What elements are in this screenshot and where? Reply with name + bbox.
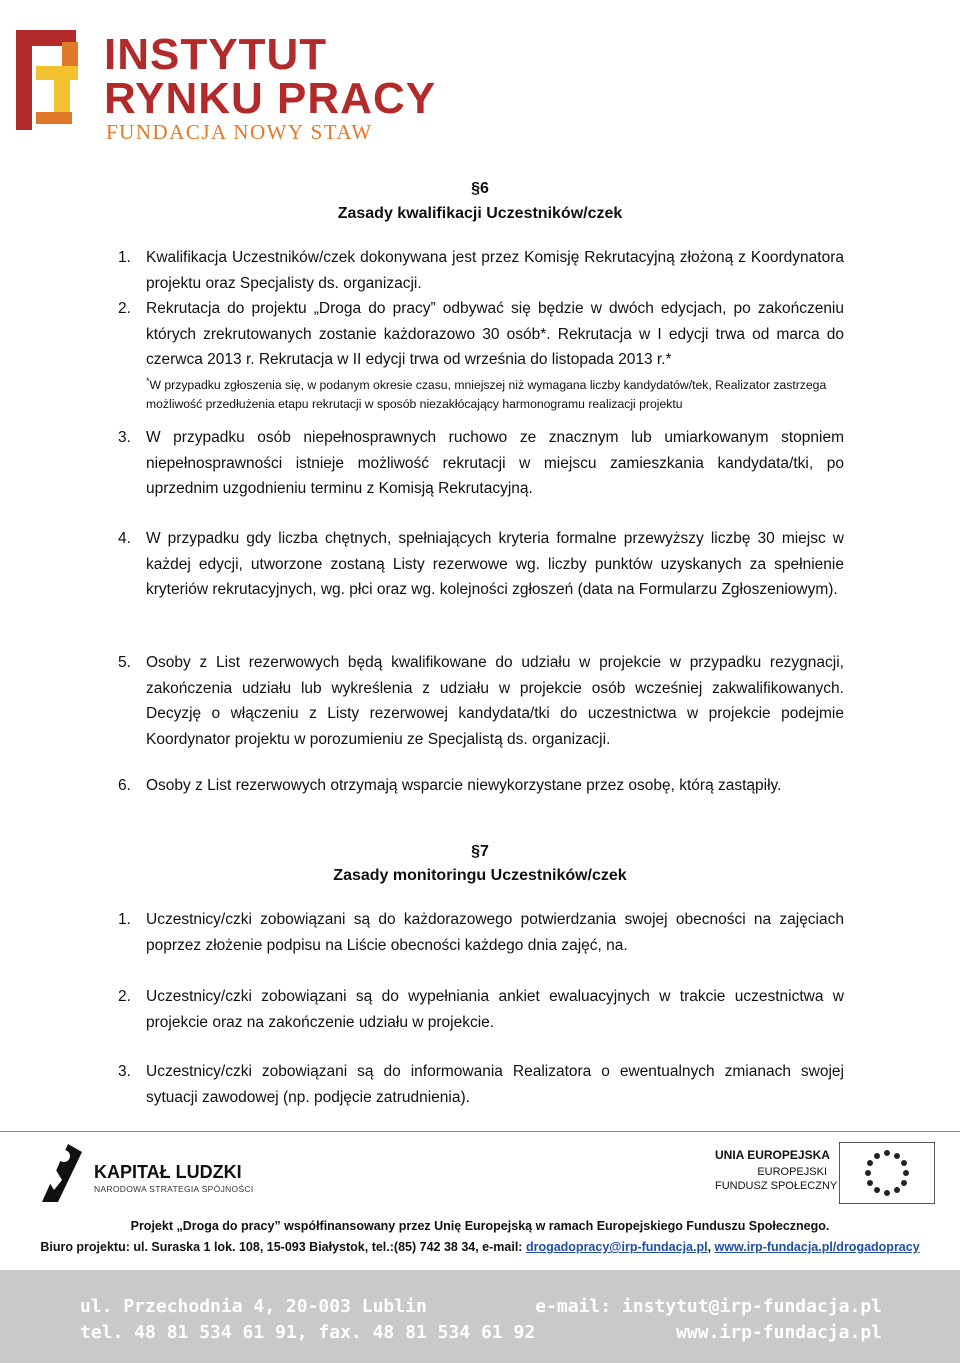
- bar-address: ul. Przechodnia 4, 20-003 Lublin: [80, 1296, 427, 1317]
- item-number: 3.: [118, 1063, 131, 1080]
- logo-mark-icon: [14, 22, 84, 132]
- office-email-link[interactable]: drogadopracy@irp-fundacja.pl: [525, 1240, 708, 1254]
- item-number: 1.: [118, 911, 131, 928]
- section-6-item-6: [118, 773, 844, 799]
- kapital-ludzki-emblem-icon: [38, 1140, 84, 1204]
- item-text: Uczestnicy/czki zobowiązani są do wypełniania ankiet ewaluacyjnych w trakcie uczestnictwa w projekcie oraz na zakończenie udziału w projekcie.: [146, 988, 844, 1031]
- section-7-title: Zasady monitoringu Uczestników/czek: [333, 867, 627, 884]
- item-text: W przypadku osób niepełnosprawnych ruchowo ze znacznym lub umiarkowanym stopniem niepełnosprawności istnieje możliwość rekrutacji w miejscu zamieszkania kandydata/tki, po uprzednim uzgodnieniu terminu z Komisją Rekrutacyjną.: [146, 429, 844, 497]
- item-text: Kwalifikacja Uczestników/czek dokonywana jest przez Komisję Rekrutacyjną złożoną z Koordynatora projektu oraz Specjalisty ds. organizacji.: [146, 249, 844, 292]
- section-6-item-2: [118, 296, 844, 373]
- item-text: Uczestnicy/czki zobowiązani są do informowania Realizatora o ewentualnych zmianach swojej sytuacji zawodowej (np. podjęcie zatrudnienia).: [146, 1063, 844, 1106]
- institute-logo: [14, 22, 437, 144]
- item-number: 6.: [118, 777, 131, 794]
- footnote-text: W przypadku zgłoszenia się, w podanym okresie czasu, mniejszej niż wymagana liczby kandydatów/tek, Realizator zastrzega możliwość przedłużenia etapu rekrutacji w sposób niezakłócający harmonogramu realizacji projektu: [146, 378, 827, 412]
- item-text: Uczestnicy/czki zobowiązani są do każdorazowego potwierdzania swojej obecności na zajęciach poprzez złożenie podpisu na Liście obecności każdego dnia zajęć, na.: [146, 911, 844, 954]
- ue-line3: FUNDUSZ SPOŁECZNY: [715, 1180, 838, 1192]
- ue-line1: UNIA EUROPEJSKA: [715, 1148, 830, 1162]
- item-number: 3.: [118, 429, 131, 446]
- eu-logo: [715, 1140, 945, 1206]
- section-6-item-4: [118, 526, 844, 603]
- project-office-line: [0, 1240, 960, 1254]
- section-6-number: §6: [471, 180, 489, 197]
- item-number: 1.: [118, 249, 131, 266]
- section-7-item-1: [118, 907, 844, 958]
- item-number: 2.: [118, 988, 131, 1005]
- footer-divider: [0, 1131, 960, 1132]
- item-number: 5.: [118, 654, 131, 671]
- section-7-item-3: [118, 1059, 844, 1110]
- bar-email: e-mail: instytut@irp-fundacja.pl: [535, 1296, 882, 1317]
- item-text: Osoby z List rezerwowych będą kwalifikowane do udziału w projekcie w przypadku rezygnacji, zakończenia udziału lub wykreślenia z udziału w projekcie osób wcześniej zakwalifikowanych. Decyzję o włączeniu z Listy rezerwowej kandydata/tki do uczestnictwa w projekcie podejmie Koordynator projektu w porozumieniu ze Specjalistą ds. organizacji.: [146, 654, 844, 748]
- logo-title-line1: INSTYTUT: [104, 30, 328, 79]
- section-6-item-1: [118, 245, 844, 296]
- bar-phone: tel. 48 81 534 61 91, fax. 48 81 534 61 92: [80, 1322, 536, 1343]
- item-text: Rekrutacja do projektu „Droga do pracy” odbywać się będzie w dwóch edycjach, po zakończeniu których zrekrutowanych zostanie każdorazowo 30 osób*. Rekrutacja w I edycji trwa od marca do czerwca 2013 r. Rekrutacja w II edycji trwa od września do listopada 2013 r.*: [146, 300, 844, 368]
- section-6-item-3: [118, 425, 844, 502]
- section-7-item-2: [118, 984, 844, 1035]
- item-text: Osoby z List rezerwowych otrzymają wsparcie niewykorzystane przez osobę, którą zastąpiły.: [146, 777, 782, 794]
- section-6-item-5: [118, 650, 844, 752]
- contact-bar: [0, 1270, 960, 1363]
- ue-line2: EUROPEJSKI: [757, 1166, 827, 1178]
- logo-title-line2: RYNKU PRACY: [104, 74, 437, 123]
- item-number: 4.: [118, 530, 131, 547]
- office-separator: ,: [707, 1240, 715, 1254]
- office-www-link[interactable]: www.irp-fundacja.pl/drogadopracy: [714, 1240, 920, 1254]
- footnote-mark: *: [146, 376, 150, 386]
- section-6-title: Zasady kwalifikacji Uczestników/czek: [337, 205, 623, 222]
- office-address: Biuro projektu: ul. Suraska 1 lok. 108, 15-093 Białystok, tel.:(85) 742 38 34, e-mail:: [40, 1240, 526, 1254]
- eu-flag-icon: [839, 1142, 935, 1204]
- logo-subtitle: FUNDACJA NOWY STAW: [106, 120, 373, 144]
- kl-title: KAPITAŁ LUDZKI: [94, 1162, 242, 1182]
- item-number: 2.: [118, 300, 131, 317]
- kapital-ludzki-logo: [38, 1140, 258, 1206]
- project-funding-note: Projekt „Droga do pracy” współfinansowany przez Unię Europejską w ramach Europejskiego Funduszu Społecznego.: [130, 1219, 830, 1233]
- footnote: [146, 372, 846, 414]
- bar-www: www.irp-fundacja.pl: [676, 1322, 882, 1343]
- kl-subtitle: NARODOWA STRATEGIA SPÓJNOŚCI: [94, 1184, 254, 1194]
- section-7-number: §7: [471, 843, 489, 860]
- item-text: W przypadku gdy liczba chętnych, spełniających kryteria formalne przewyższy liczbę 30 miejsc w każdej edycji, utworzone zostaną Listy rezerwowe wg. liczby punktów uzyskanych za spełnienie kryteriów rekrutacyjnych, wg. płci oraz wg. kolejności zgłoszeń (data na Formularzu Zgłoszeniowym).: [146, 530, 844, 598]
